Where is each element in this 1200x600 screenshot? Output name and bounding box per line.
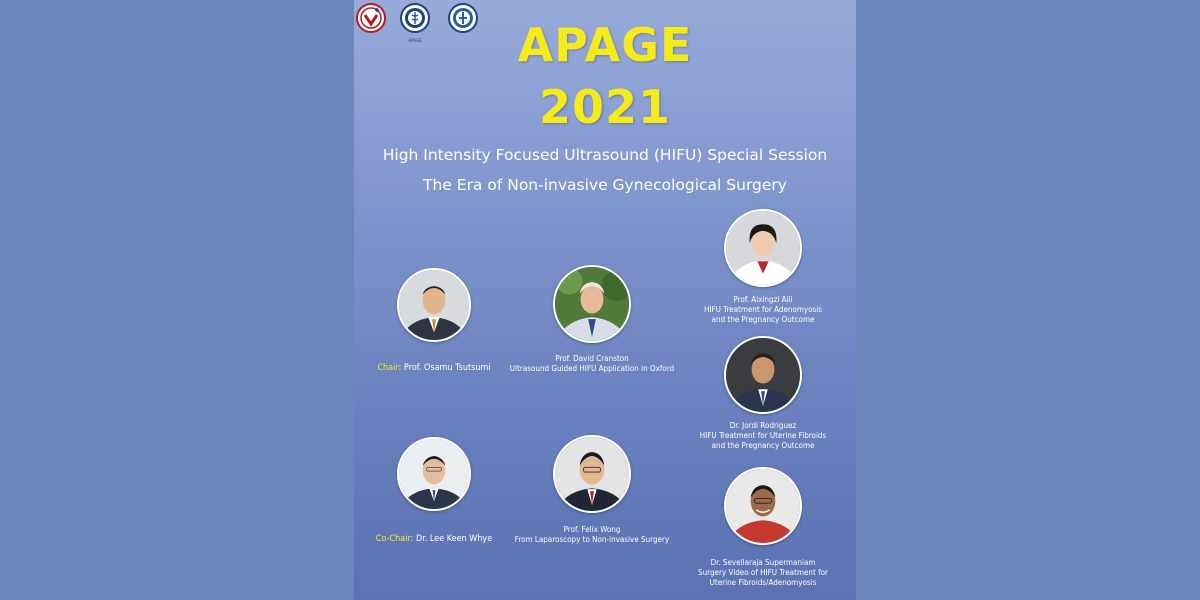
speaker-caption-aili: [663, 295, 856, 325]
co-chair-caption: Co-Chair: Dr. Lee Keen Whye: [375, 534, 493, 544]
session-title: High Intensity Focused Ultrasound (HIFU) Special Session: [382, 146, 828, 164]
chair-role: Chair: [377, 363, 399, 373]
speaker-topic-line2: and the Pregnancy Outcome: [711, 441, 815, 450]
speaker-name: Prof. Felix Wong: [563, 525, 621, 534]
speaker-name: Dr. Jordi Rodriguez: [729, 421, 797, 430]
speaker-topic: HIFU Treatment for Adenomyosis: [703, 305, 823, 314]
event-title-line2: 2021: [538, 80, 672, 134]
event-poster: [354, 0, 856, 600]
speaker-name: Prof. Aixingzi Aili: [733, 295, 793, 304]
co-chair-photo: [397, 437, 471, 511]
speaker-photo-aili: [724, 209, 802, 287]
speaker-name: Prof. David Cranston: [555, 354, 629, 363]
speaker-photo-wong: [553, 435, 631, 513]
speaker-topic: Surgery Video of HIFU Treatment for: [698, 568, 828, 577]
session-subtitle: The Era of Non-invasive Gynecological Surgery: [423, 176, 787, 194]
speaker-topic-line2: and the Pregnancy Outcome: [711, 315, 815, 324]
speaker-topic: HIFU Treatment for Uterine Fibroids: [699, 431, 827, 440]
speaker-photo-rodriguez: [724, 336, 802, 414]
apage-logo-text: APAGE: [408, 38, 422, 43]
chair-name: Prof. Osamu Tsutsumi: [403, 363, 491, 373]
speaker-caption-rodriguez: [663, 421, 856, 451]
speaker-name: Dr. Sevellaraja Supermaniam: [710, 558, 816, 567]
speaker-photo-supermaniam: [724, 467, 802, 545]
speaker-photo-cranston: [553, 265, 631, 343]
chair-caption: Chair: Prof. Osamu Tsutsumi: [377, 363, 491, 373]
chair-photo: [397, 268, 471, 342]
speaker-topic-line2: Uterine Fibroids/Adenomyosis: [709, 578, 817, 587]
speaker-caption-wong: [492, 525, 692, 545]
speaker-topic: Ultrasound Guided HIFU Application in Oxford: [509, 364, 675, 373]
speaker-caption-supermaniam: [663, 558, 856, 588]
co-chair-role: Co-Chair: [375, 534, 411, 544]
co-chair-name: Dr. Lee Keen Whye: [415, 534, 493, 544]
event-title-line1: APAGE: [517, 18, 693, 72]
speaker-caption-cranston: [492, 354, 692, 374]
speaker-topic: From Laparoscopy to Non-invasive Surgery: [514, 535, 670, 544]
